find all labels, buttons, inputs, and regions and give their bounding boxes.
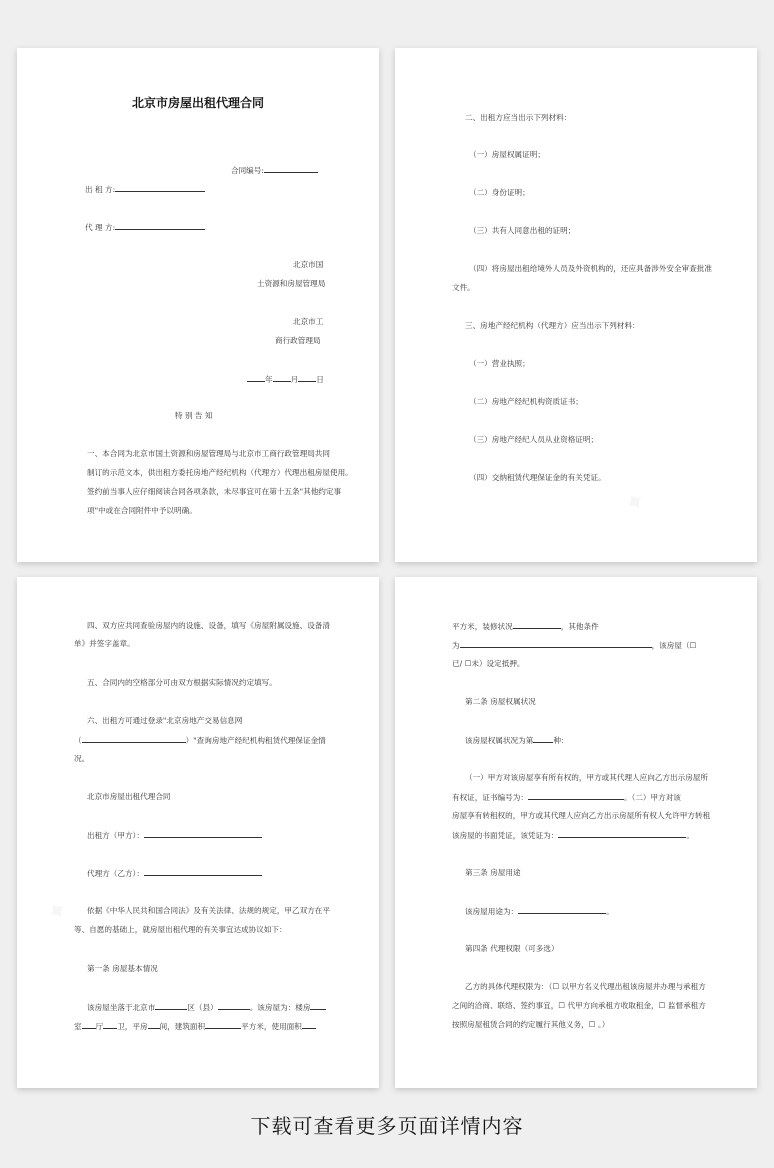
article-1-heading: 第一条 房屋基本情况 xyxy=(87,964,158,973)
item-6b: （ ）"查询房地产经纪机构租赁代理保证金情 xyxy=(74,736,326,745)
location-line-b: 室 厅 卫，平房 间，建筑面积 平方米，使用面积 xyxy=(74,1020,316,1032)
location-line-a: 该房屋坐落于北京市 区（县） 。该房屋为：楼房 xyxy=(87,1001,326,1013)
area-line-b: 为 ，该房屋（☐ xyxy=(452,641,697,650)
item-2-2: （二）身份证明； xyxy=(469,188,530,197)
item-3-1: （一）营业执照； xyxy=(469,359,530,368)
item-2-1: （一）房屋权属证明； xyxy=(469,150,545,159)
issuer-1b: 土资源和房屋管理局 xyxy=(257,279,326,288)
agent-field: 代 理 方: xyxy=(85,221,205,233)
ownership-1a: （一）甲方对该房屋享有所有权的，甲方或其代理人应向乙方出示房屋所 xyxy=(465,773,708,782)
lessor-field: 出 租 方: xyxy=(85,183,205,195)
basis-line-b: 等、自愿的基础上，就房屋出租代理的有关事宜达成协议如下： xyxy=(74,925,287,934)
contract-number-field: 合同编号: xyxy=(231,164,318,176)
article-4-heading: 第四条 代理权限（可多选） xyxy=(465,944,559,953)
contract-subtitle: 北京市房屋出租代理合同 xyxy=(87,792,171,801)
item-2-4b: 文件。 xyxy=(452,283,475,292)
contract-page-2 xyxy=(395,48,757,562)
item-3-3: （三）房地产经纪人员从业资格证明； xyxy=(469,435,599,444)
issuer-1a: 北京市国 xyxy=(293,260,324,269)
item-3: 三、房地产经纪机构（代理方）应当出示下列材料： xyxy=(465,321,640,330)
authority-line-c: 按照房屋租赁合同的约定履行其他义务，☐ 。） xyxy=(452,1020,610,1029)
ownership-1b: 有权证，证书编号为： 。（二）甲方对该 xyxy=(452,793,681,802)
item-6a: 六、出租方可通过登录"北京房地产交易信息网 xyxy=(87,716,243,725)
issuer-2b: 商行政管理局 xyxy=(275,336,321,345)
area-line-a: 平方米，装修状况 ，其他条件 xyxy=(452,622,599,631)
item-5: 五、合同内的空格部分可由双方根据实际情况约定填写。 xyxy=(87,678,277,687)
authority-line-a: 乙方的具体代理权限为：（☐ 以甲方名义代理出租该房屋并办理与承租方 xyxy=(465,982,706,991)
date-line: 年 月 日 xyxy=(247,373,324,385)
paragraph-line: 制订的示范文本，供出租方委托房地产经纪机构（代理方）代理出租房屋使用。 xyxy=(87,468,353,477)
item-2-4a: （四）将房屋出租给境外人员及外资机构的，还应具备涉外安全审查批准 xyxy=(469,264,712,273)
item-4a: 四、双方应共同查验房屋内的设施、设备，填写《房屋附属设施、设备清 xyxy=(87,621,330,630)
article-2-heading: 第二条 房屋权属状况 xyxy=(465,697,536,706)
article-3-heading: 第三条 房屋用途 xyxy=(465,868,521,877)
contract-page-3 xyxy=(17,577,379,1088)
agent-party-field: 代理方（乙方）： xyxy=(87,867,262,879)
contract-page-4 xyxy=(395,577,757,1088)
usage-line: 该房屋用途为： 。 xyxy=(465,907,614,916)
issuer-2a: 北京市工 xyxy=(293,317,324,326)
item-3-2: （二）房地产经纪机构资质证书； xyxy=(469,397,583,406)
watermark xyxy=(618,484,653,521)
notice-heading: 特 别 告 知 xyxy=(175,411,213,420)
ownership-1c: 房屋享有转租权的，甲方或其代理人应向乙方出示房屋所有权人允许甲方转租 xyxy=(452,811,711,820)
item-4b: 单》并签字盖章。 xyxy=(74,639,135,648)
item-2: 二、出租方应当出示下列材料： xyxy=(465,113,572,122)
paragraph-line: 项"中或在合同附件中予以明确。 xyxy=(87,506,197,515)
ownership-line: 该房屋权属状况为第 种： xyxy=(465,736,569,745)
contract-page-1 xyxy=(17,48,379,562)
authority-line-b: 之间的洽商、联络、签约事宜，☐ 代甲方向承租方收取租金，☐ 监督承租方 xyxy=(452,1001,706,1010)
item-2-3: （三）共有人同意出租的证明； xyxy=(469,226,576,235)
item-3-4: （四）交纳租赁代理保证金的有关凭证。 xyxy=(469,473,606,482)
area-line-c: 已/ ☐未）设定抵押。 xyxy=(452,659,525,668)
paragraph-line: 签约前当事人应仔细阅读合同各项条款，未尽事宜可在第十五条"其他约定事 xyxy=(87,487,342,496)
document-title: 北京市房屋出租代理合同 xyxy=(131,96,264,110)
basis-line-a: 依据《中华人民共和国合同法》及有关法律、法规的规定，甲乙双方在平 xyxy=(87,906,330,915)
watermark xyxy=(40,893,75,930)
paragraph-line: 一、本合同为北京市国土资源和房屋管理局与北京市工商行政管理局共同 xyxy=(87,449,330,458)
lessor-party-field: 出租方（甲方）： xyxy=(87,829,262,841)
item-6c: 况。 xyxy=(74,754,90,763)
download-more-caption: 下载可查看更多页面详情内容 xyxy=(250,1114,524,1138)
ownership-1d: 该房屋的书面凭证，该凭证为： 。 xyxy=(452,831,694,840)
